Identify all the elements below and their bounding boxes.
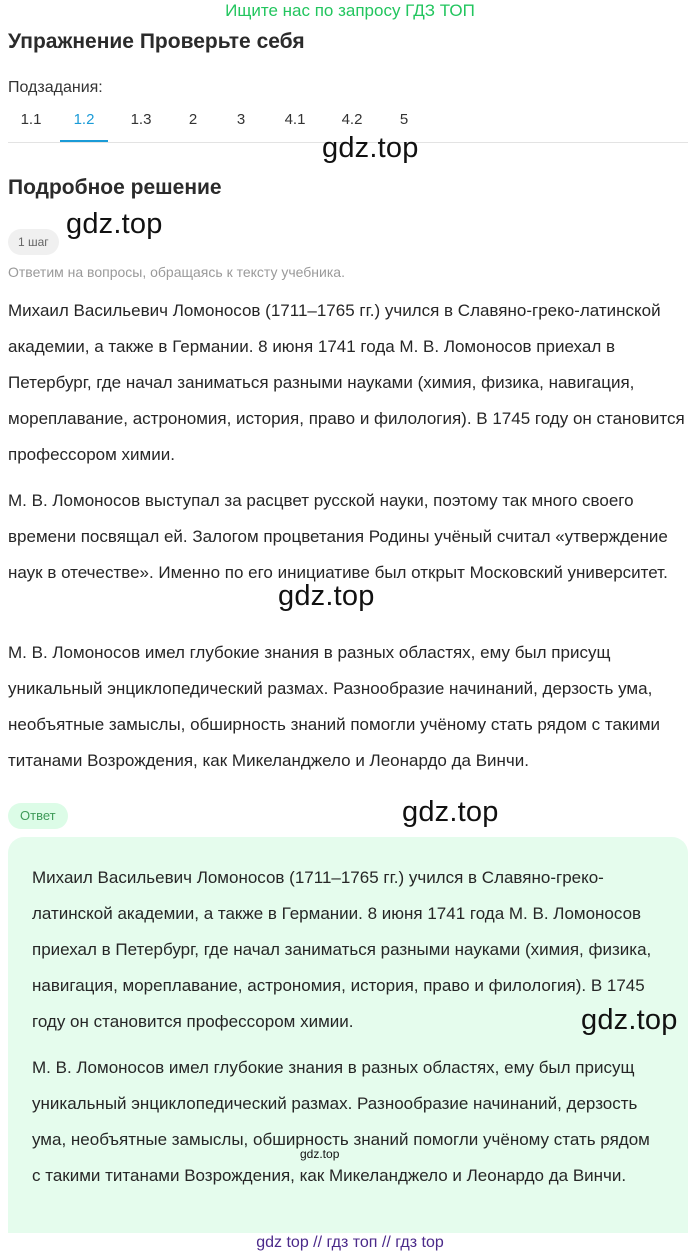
tab-4-2[interactable]: 4.2	[341, 111, 363, 128]
footer-link-gdz-top[interactable]: gdz top	[256, 1234, 309, 1251]
solution-hint: Ответим на вопросы, обращаясь к тексту учебника.	[8, 264, 345, 280]
tab-1-1[interactable]: 1.1	[20, 111, 42, 128]
watermark: gdz.top	[402, 796, 499, 828]
solution-heading: Подробное решение	[8, 176, 222, 199]
page-title: Упражнение Проверьте себя	[8, 30, 305, 53]
footer-links	[0, 1234, 700, 1252]
answer-box	[8, 837, 688, 1233]
watermark: gdz.top	[278, 580, 375, 612]
tab-3[interactable]: 3	[236, 111, 246, 128]
watermark: gdz.top	[322, 132, 419, 164]
watermark: gdz.top	[300, 1147, 340, 1161]
tab-1-3[interactable]: 1.3	[130, 111, 152, 128]
footer-link-gdz-top-mixed[interactable]: гдз top	[395, 1234, 444, 1251]
footer-link-gdz-top-ru[interactable]: гдз топ	[326, 1234, 378, 1251]
subtasks-label: Подзадания:	[8, 79, 103, 96]
watermark: gdz.top	[66, 208, 163, 240]
answer-paragraph: Михаил Васильевич Ломоносов (1711–1765 гг.) учился в Славяно-греко-латинской академии, а также в Германии. 8 июня 1741 года М. В. Ломоносов приехал в Петербург, где начал заниматься разными науками (химия, физика, навигация, мореплавание, астрономия, история, право и филология). В 1745 году он становится профессором химии.	[32, 868, 652, 1031]
tab-4-1[interactable]: 4.1	[284, 111, 306, 128]
solution-paragraph: М. В. Ломоносов выступал за расцвет русской науки, поэтому так много своего времени посвящал ей. Залогом процветания Родины учёный считал «утверждение наук в отечестве». Именно по его инициативе был открыт Московский университет.	[8, 491, 668, 582]
solution-paragraph: М. В. Ломоносов имел глубокие знания в разных областях, ему был присущ уникальный энциклопедический размах. Разнообразие начинаний, дерзость ума, необъятные замыслы, обширность знаний помогли учёному стать рядом с такими титанами Возрождения, как Микеланджело и Леонардо да Винчи.	[8, 643, 661, 770]
solution-paragraph: Михаил Васильевич Ломоносов (1711–1765 гг.) учился в Славяно-греко-латинской академии, а также в Германии. 8 июня 1741 года М. В. Ломоносов приехал в Петербург, где начал заниматься разными науками (химия, физика, навигация, мореплавание, астрономия, история, право и филология). В 1745 году он становится профессором химии.	[8, 301, 685, 464]
watermark: gdz.top	[581, 1004, 678, 1036]
tab-5[interactable]: 5	[399, 111, 409, 128]
step-badge: 1 шаг	[8, 229, 59, 255]
tab-2[interactable]: 2	[188, 111, 198, 128]
answer-badge: Ответ	[8, 803, 68, 829]
promo-banner[interactable]: Ищите нас по запросу ГДЗ ТОП	[225, 1, 475, 20]
tab-1-2[interactable]: 1.2	[60, 104, 108, 142]
footer-separator: //	[313, 1234, 323, 1251]
footer-separator: //	[381, 1234, 391, 1251]
answer-paragraph: М. В. Ломоносов имел глубокие знания в разных областях, ему был присущ уникальный энциклопедический размах. Разнообразие начинаний, дерзость ума, необъятные замыслы, обширность знаний помогли учёному стать рядом с такими титанами Возрождения, как Микеланджело и Леонардо да Винчи.	[32, 1058, 650, 1185]
